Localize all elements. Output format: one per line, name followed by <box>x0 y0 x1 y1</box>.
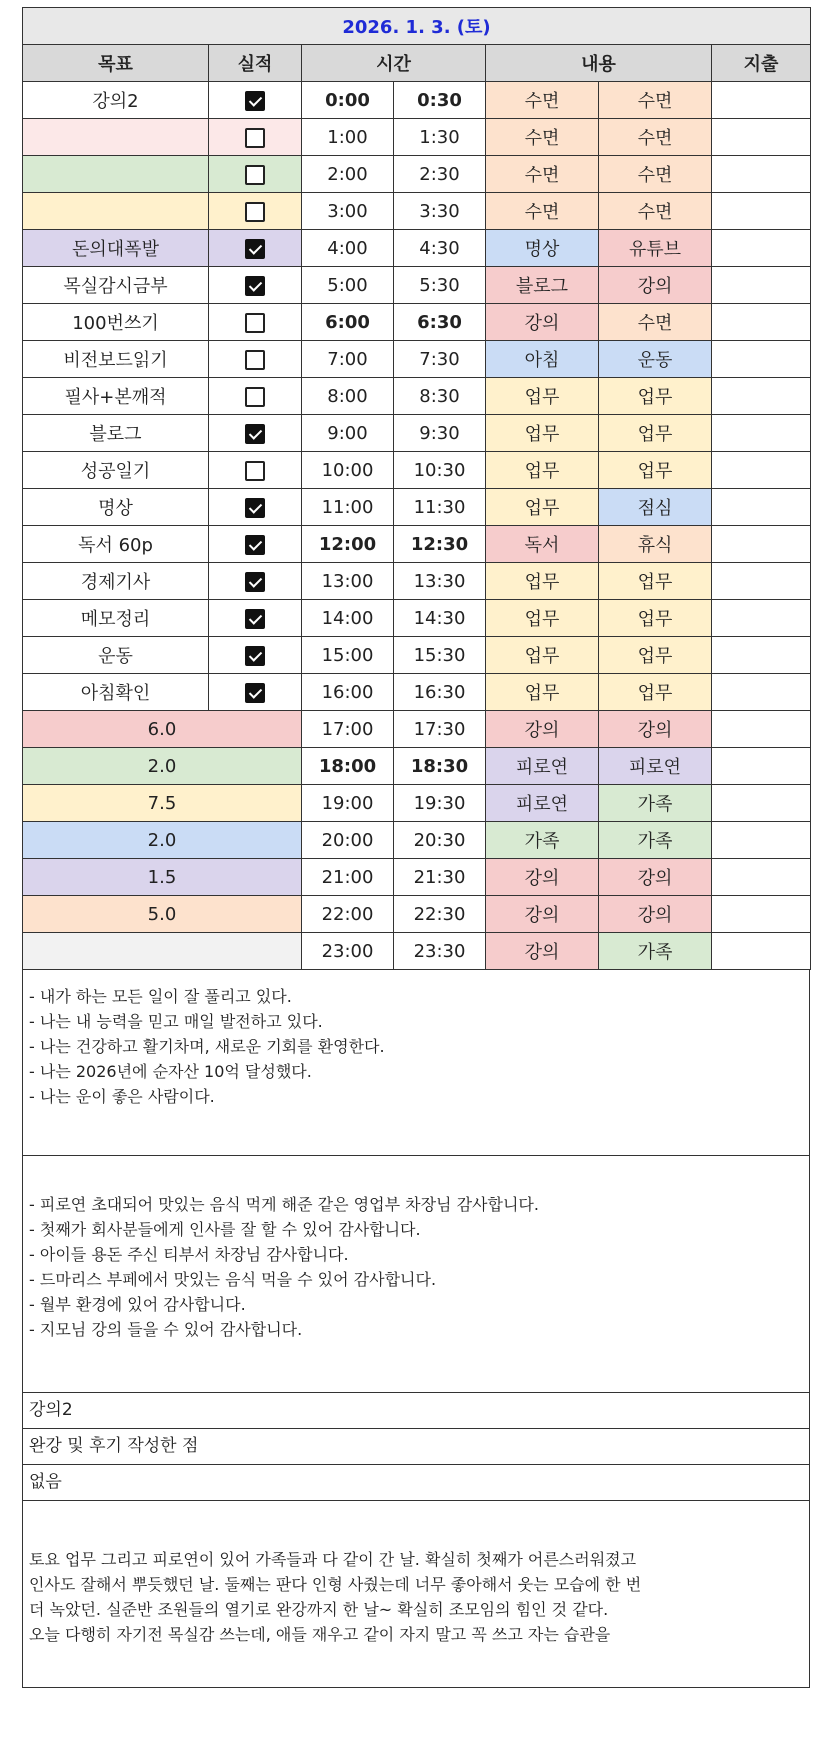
activity-cell[interactable]: 업무 <box>486 637 599 674</box>
activity-cell[interactable]: 업무 <box>599 452 712 489</box>
schedule-row <box>23 896 811 933</box>
activity-cell[interactable]: 강의 <box>486 859 599 896</box>
time-end: 12:30 <box>394 526 486 563</box>
activity-cell[interactable]: 업무 <box>486 674 599 711</box>
activity-cell[interactable]: 업무 <box>599 637 712 674</box>
time-start: 9:00 <box>302 415 394 452</box>
spend-cell[interactable] <box>712 859 811 896</box>
activity-cell[interactable]: 아침 <box>486 341 599 378</box>
check-cell[interactable] <box>209 230 302 267</box>
goal-cell[interactable]: 명상 <box>23 489 209 526</box>
check-cell[interactable] <box>209 526 302 563</box>
spend-cell[interactable] <box>712 415 811 452</box>
goal-cell[interactable]: 강의2 <box>23 82 209 119</box>
schedule-row <box>23 785 811 822</box>
spend-cell[interactable] <box>712 341 811 378</box>
gratitude-line: - 지모님 강의 들을 수 있어 감사합니다. <box>29 1320 303 1339</box>
time-start: 15:00 <box>302 637 394 674</box>
activity-cell[interactable]: 수면 <box>486 82 599 119</box>
schedule-row <box>23 637 811 674</box>
date-title: 2026. 1. 3. (토) <box>23 8 811 45</box>
time-end: 2:30 <box>394 156 486 193</box>
check-cell[interactable] <box>209 637 302 674</box>
activity-cell[interactable]: 휴식 <box>599 526 712 563</box>
checkbox-unchecked[interactable] <box>245 350 265 370</box>
time-end: 1:30 <box>394 119 486 156</box>
activity-cell[interactable]: 가족 <box>599 785 712 822</box>
check-cell[interactable] <box>209 563 302 600</box>
schedule-row <box>23 452 811 489</box>
schedule-row <box>23 600 811 637</box>
goal-cell[interactable]: 블로그 <box>23 415 209 452</box>
date-row <box>23 8 811 45</box>
time-start: 5:00 <box>302 267 394 304</box>
goal-cell[interactable] <box>23 193 209 230</box>
activity-cell[interactable]: 업무 <box>486 600 599 637</box>
activity-cell[interactable]: 업무 <box>486 489 599 526</box>
activity-cell[interactable]: 수면 <box>599 82 712 119</box>
header-row <box>23 45 811 82</box>
check-cell[interactable] <box>209 82 302 119</box>
activity-cell[interactable]: 가족 <box>599 933 712 970</box>
spend-cell[interactable] <box>712 637 811 674</box>
time-end: 0:30 <box>394 82 486 119</box>
gratitude-line: - 월부 환경에 있어 감사합니다. <box>29 1295 246 1314</box>
time-end: 20:30 <box>394 822 486 859</box>
time-start: 16:00 <box>302 674 394 711</box>
header-spend: 지출 <box>712 45 811 82</box>
time-start: 22:00 <box>302 896 394 933</box>
diary-line: 토요 업무 그리고 피로연이 있어 가족들과 다 같이 간 날. 확실히 첫째가 어른스러워졌고 <box>29 1550 637 1569</box>
goal-cell[interactable]: 운동 <box>23 637 209 674</box>
checkbox-unchecked[interactable] <box>245 202 265 222</box>
check-cell[interactable] <box>209 193 302 230</box>
time-end: 8:30 <box>394 378 486 415</box>
time-start: 10:00 <box>302 452 394 489</box>
schedule-row <box>23 341 811 378</box>
checkbox-checked[interactable] <box>245 572 265 592</box>
time-end: 11:30 <box>394 489 486 526</box>
activity-cell[interactable]: 업무 <box>599 378 712 415</box>
activity-cell[interactable]: 업무 <box>486 415 599 452</box>
activity-cell[interactable]: 수면 <box>486 193 599 230</box>
time-start: 17:00 <box>302 711 394 748</box>
gratitude-box <box>22 1156 810 1393</box>
checkbox-checked[interactable] <box>245 535 265 555</box>
activity-cell[interactable]: 업무 <box>486 378 599 415</box>
category-hours: 2.0 <box>23 748 302 785</box>
activity-cell[interactable]: 피로연 <box>599 748 712 785</box>
activity-cell[interactable]: 업무 <box>486 452 599 489</box>
checkbox-checked[interactable] <box>245 91 265 111</box>
schedule-row <box>23 119 811 156</box>
schedule-row <box>23 378 811 415</box>
schedule-row <box>23 489 811 526</box>
spend-cell[interactable] <box>712 933 811 970</box>
affirmations-box <box>22 970 810 1156</box>
activity-cell[interactable]: 강의 <box>599 711 712 748</box>
activity-cell[interactable]: 업무 <box>599 600 712 637</box>
check-cell[interactable] <box>209 341 302 378</box>
time-start: 14:00 <box>302 600 394 637</box>
spend-cell[interactable] <box>712 452 811 489</box>
checkbox-checked[interactable] <box>245 276 265 296</box>
spend-cell[interactable] <box>712 711 811 748</box>
schedule-row <box>23 859 811 896</box>
affirmation-line: - 나는 2026년에 순자산 10억 달성했다. <box>29 1062 312 1081</box>
time-end: 19:30 <box>394 785 486 822</box>
time-end: 18:30 <box>394 748 486 785</box>
category-hours: 6.0 <box>23 711 302 748</box>
time-end: 7:30 <box>394 341 486 378</box>
schedule-row <box>23 674 811 711</box>
spend-cell[interactable] <box>712 304 811 341</box>
goal-cell[interactable]: 목실감시금부 <box>23 267 209 304</box>
checkbox-checked[interactable] <box>245 646 265 666</box>
spend-cell[interactable] <box>712 119 811 156</box>
check-cell[interactable] <box>209 156 302 193</box>
goal-cell[interactable]: 경제기사 <box>23 563 209 600</box>
activity-cell[interactable]: 업무 <box>599 415 712 452</box>
time-start: 2:00 <box>302 156 394 193</box>
study-line: 강의2 <box>22 1393 810 1429</box>
goal-cell[interactable]: 성공일기 <box>23 452 209 489</box>
checkbox-checked[interactable] <box>245 239 265 259</box>
spend-cell[interactable] <box>712 489 811 526</box>
activity-cell[interactable]: 피로연 <box>486 748 599 785</box>
activity-cell[interactable]: 수면 <box>599 119 712 156</box>
activity-cell[interactable]: 업무 <box>486 563 599 600</box>
schedule-row <box>23 193 811 230</box>
time-start: 13:00 <box>302 563 394 600</box>
check-cell[interactable] <box>209 674 302 711</box>
check-cell[interactable] <box>209 452 302 489</box>
header-done: 실적 <box>209 45 302 82</box>
goal-cell[interactable]: 독서 60p <box>23 526 209 563</box>
goal-cell[interactable]: 100번쓰기 <box>23 304 209 341</box>
time-end: 17:30 <box>394 711 486 748</box>
time-end: 4:30 <box>394 230 486 267</box>
activity-cell[interactable]: 수면 <box>486 156 599 193</box>
activity-cell[interactable]: 강의 <box>486 933 599 970</box>
spend-cell[interactable] <box>712 526 811 563</box>
activity-cell[interactable]: 수면 <box>599 304 712 341</box>
spend-cell[interactable] <box>712 674 811 711</box>
gratitude-line: - 첫째가 회사분들에게 인사를 잘 할 수 있어 감사합니다. <box>29 1220 421 1239</box>
spend-cell[interactable] <box>712 156 811 193</box>
check-cell[interactable] <box>209 119 302 156</box>
activity-cell[interactable]: 강의 <box>486 896 599 933</box>
regret-line: 없음 <box>22 1465 810 1501</box>
schedule-row <box>23 267 811 304</box>
checkbox-unchecked[interactable] <box>245 128 265 148</box>
schedule-row <box>23 933 811 970</box>
category-hours <box>23 933 302 970</box>
category-hours: 2.0 <box>23 822 302 859</box>
activity-cell[interactable]: 강의 <box>599 896 712 933</box>
spend-cell[interactable] <box>712 267 811 304</box>
checkbox-unchecked[interactable] <box>245 165 265 185</box>
spend-cell[interactable] <box>712 896 811 933</box>
schedule-row <box>23 304 811 341</box>
time-start: 1:00 <box>302 119 394 156</box>
activity-cell[interactable]: 독서 <box>486 526 599 563</box>
activity-cell[interactable]: 명상 <box>486 230 599 267</box>
time-start: 0:00 <box>302 82 394 119</box>
schedule-row <box>23 748 811 785</box>
gratitude-line: - 드마리스 부페에서 맛있는 음식 먹을 수 있어 감사합니다. <box>29 1270 437 1289</box>
activity-cell[interactable]: 유튜브 <box>599 230 712 267</box>
activity-cell[interactable]: 강의 <box>599 267 712 304</box>
activity-cell[interactable]: 가족 <box>599 822 712 859</box>
affirmation-line: - 내가 하는 모든 일이 잘 풀리고 있다. <box>29 987 292 1006</box>
activity-cell[interactable]: 강의 <box>599 859 712 896</box>
schedule-row <box>23 822 811 859</box>
time-start: 12:00 <box>302 526 394 563</box>
goal-cell[interactable] <box>23 156 209 193</box>
schedule-row <box>23 415 811 452</box>
time-start: 6:00 <box>302 304 394 341</box>
affirmation-line: - 나는 건강하고 활기차며, 새로운 기회를 환영한다. <box>29 1037 385 1056</box>
schedule-row <box>23 563 811 600</box>
gratitude-line: - 아이들 용돈 주신 티부서 차장님 감사합니다. <box>29 1245 349 1264</box>
activity-cell[interactable]: 수면 <box>599 156 712 193</box>
time-end: 3:30 <box>394 193 486 230</box>
spend-cell[interactable] <box>712 193 811 230</box>
time-start: 20:00 <box>302 822 394 859</box>
schedule-row <box>23 526 811 563</box>
time-start: 21:00 <box>302 859 394 896</box>
spend-cell[interactable] <box>712 600 811 637</box>
checkbox-unchecked[interactable] <box>245 313 265 333</box>
goal-cell[interactable]: 메모정리 <box>23 600 209 637</box>
time-start: 18:00 <box>302 748 394 785</box>
time-end: 6:30 <box>394 304 486 341</box>
activity-cell[interactable]: 업무 <box>599 674 712 711</box>
diary-line: 더 녹았던. 실준반 조원들의 열기로 완강까지 한 날~ 확실히 조모임의 힘인 것 같다. <box>29 1600 609 1619</box>
activity-cell[interactable]: 블로그 <box>486 267 599 304</box>
spend-cell[interactable] <box>712 82 811 119</box>
spend-cell[interactable] <box>712 822 811 859</box>
praise-line: 완강 및 후기 작성한 점 <box>22 1429 810 1465</box>
checkbox-checked[interactable] <box>245 424 265 444</box>
check-cell[interactable] <box>209 600 302 637</box>
check-cell[interactable] <box>209 304 302 341</box>
schedule-row <box>23 230 811 267</box>
check-cell[interactable] <box>209 489 302 526</box>
checkbox-unchecked[interactable] <box>245 461 265 481</box>
time-start: 11:00 <box>302 489 394 526</box>
goal-cell[interactable]: 비전보드읽기 <box>23 341 209 378</box>
time-start: 4:00 <box>302 230 394 267</box>
time-start: 3:00 <box>302 193 394 230</box>
activity-cell[interactable]: 점심 <box>599 489 712 526</box>
category-hours: 1.5 <box>23 859 302 896</box>
time-end: 22:30 <box>394 896 486 933</box>
schedule-row <box>23 156 811 193</box>
time-end: 13:30 <box>394 563 486 600</box>
affirmation-line: - 나는 운이 좋은 사람이다. <box>29 1087 215 1106</box>
schedule-row <box>23 711 811 748</box>
category-hours: 7.5 <box>23 785 302 822</box>
goal-cell[interactable]: 필사+본깨적 <box>23 378 209 415</box>
check-cell[interactable] <box>209 267 302 304</box>
activity-cell[interactable]: 강의 <box>486 304 599 341</box>
daily-planner-sheet <box>22 7 810 1688</box>
gratitude-line: - 피로연 초대되어 맛있는 음식 먹게 해준 같은 영업부 차장님 감사합니다. <box>29 1195 539 1214</box>
diary-box <box>22 1501 810 1688</box>
goal-cell[interactable]: 돈의대폭발 <box>23 230 209 267</box>
activity-cell[interactable]: 업무 <box>599 563 712 600</box>
goal-cell[interactable] <box>23 119 209 156</box>
time-end: 14:30 <box>394 600 486 637</box>
checkbox-checked[interactable] <box>245 609 265 629</box>
spend-cell[interactable] <box>712 563 811 600</box>
time-start: 8:00 <box>302 378 394 415</box>
time-end: 5:30 <box>394 267 486 304</box>
time-start: 7:00 <box>302 341 394 378</box>
time-end: 15:30 <box>394 637 486 674</box>
activity-cell[interactable]: 가족 <box>486 822 599 859</box>
goal-cell[interactable]: 아침확인 <box>23 674 209 711</box>
time-start: 23:00 <box>302 933 394 970</box>
diary-line: 인사도 잘해서 뿌듯했던 날. 둘째는 판다 인형 사줬는데 너무 좋아해서 웃는 모습에 한 번 <box>29 1575 642 1594</box>
time-end: 10:30 <box>394 452 486 489</box>
activity-cell[interactable]: 수면 <box>599 193 712 230</box>
spend-cell[interactable] <box>712 378 811 415</box>
spend-cell[interactable] <box>712 748 811 785</box>
schedule-row <box>23 82 811 119</box>
diary-line: 오늘 다행히 자기전 목실감 쓰는데, 애들 재우고 같이 자지 말고 꼭 쓰고 자는 습관을 <box>29 1625 611 1644</box>
time-end: 9:30 <box>394 415 486 452</box>
checkbox-unchecked[interactable] <box>245 387 265 407</box>
time-end: 21:30 <box>394 859 486 896</box>
time-end: 16:30 <box>394 674 486 711</box>
header-time: 시간 <box>302 45 486 82</box>
activity-cell[interactable]: 운동 <box>599 341 712 378</box>
check-cell[interactable] <box>209 415 302 452</box>
spend-cell[interactable] <box>712 230 811 267</box>
header-content: 내용 <box>486 45 712 82</box>
schedule-table <box>22 7 811 970</box>
checkbox-checked[interactable] <box>245 683 265 703</box>
spend-cell[interactable] <box>712 785 811 822</box>
checkbox-checked[interactable] <box>245 498 265 518</box>
time-end: 23:30 <box>394 933 486 970</box>
activity-cell[interactable]: 수면 <box>486 119 599 156</box>
time-start: 19:00 <box>302 785 394 822</box>
category-hours: 5.0 <box>23 896 302 933</box>
header-goal: 목표 <box>23 45 209 82</box>
activity-cell[interactable]: 피로연 <box>486 785 599 822</box>
check-cell[interactable] <box>209 378 302 415</box>
activity-cell[interactable]: 강의 <box>486 711 599 748</box>
affirmation-line: - 나는 내 능력을 믿고 매일 발전하고 있다. <box>29 1012 323 1031</box>
